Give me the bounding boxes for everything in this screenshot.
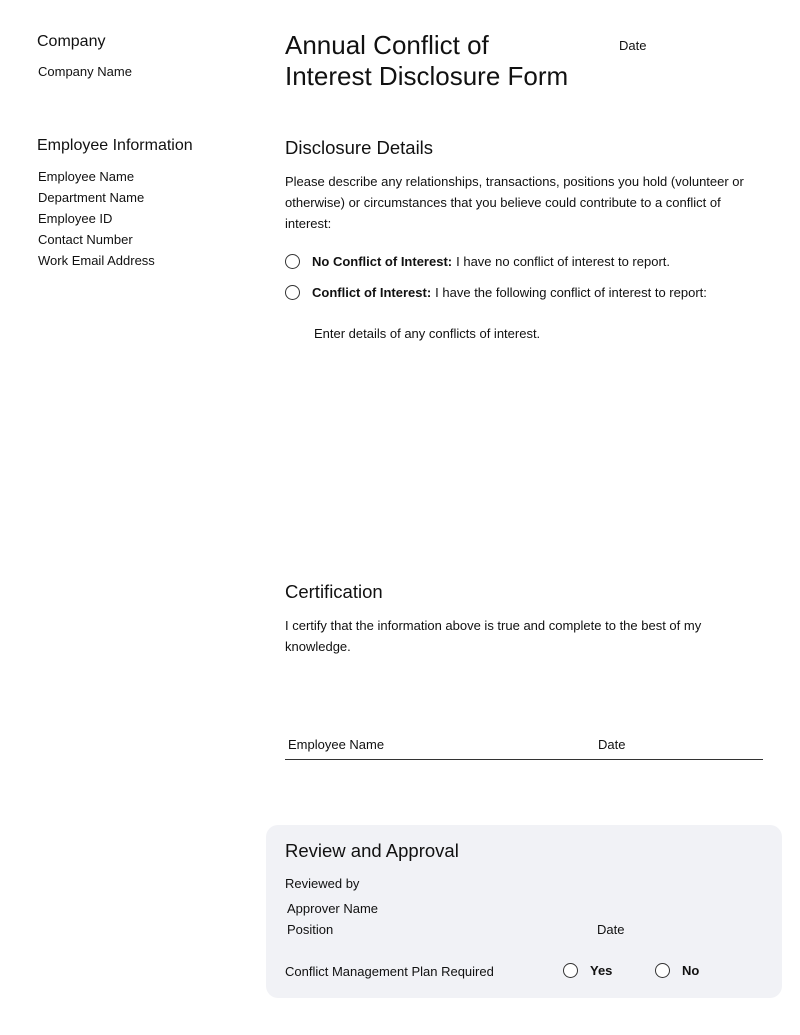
employee-id-field: Employee ID <box>38 211 113 226</box>
department-name-field: Department Name <box>38 190 145 205</box>
company-name: Company Name <box>38 64 132 79</box>
no-conflict-radio[interactable] <box>285 254 300 269</box>
title-line-2: Interest Disclosure Form <box>285 61 569 91</box>
employee-info-list <box>38 166 155 271</box>
plan-yes-option[interactable] <box>563 963 612 978</box>
work-email-field: Work Email Address <box>38 253 155 268</box>
no-conflict-option[interactable] <box>285 254 670 269</box>
contact-number-field: Contact Number <box>38 232 133 247</box>
plan-yes-label: Yes <box>590 963 613 978</box>
conflict-radio[interactable] <box>285 285 300 300</box>
disclosure-heading: Disclosure Details <box>285 137 434 158</box>
signature-employee-name[interactable]: Employee Name <box>288 737 385 752</box>
plan-yes-radio[interactable] <box>563 963 578 978</box>
page-title <box>285 30 615 92</box>
review-heading: Review and Approval <box>285 840 459 861</box>
plan-required-label: Conflict Management Plan Required <box>285 964 494 979</box>
conflict-details-field[interactable]: Enter details of any conflicts of interest. <box>314 326 541 341</box>
plan-no-radio[interactable] <box>655 963 670 978</box>
certification-heading: Certification <box>285 581 383 602</box>
disclosure-instructions: Please describe any relationships, transactions, positions you hold (volunteer or otherwise) or circumstances that you believe could contribute to a conflict of interest: <box>285 174 744 231</box>
plan-no-label: No <box>682 963 700 978</box>
conflict-text: I have the following conflict of interest to report: <box>435 285 707 300</box>
no-conflict-label: No Conflict of Interest: <box>312 254 453 269</box>
certification-statement: I certify that the information above is true and complete to the best of my knowledge. <box>285 618 702 654</box>
employee-info-heading: Employee Information <box>37 137 193 154</box>
conflict-label: Conflict of Interest: <box>312 285 432 300</box>
signature-date[interactable]: Date <box>598 737 626 752</box>
company-heading: Company <box>37 33 106 50</box>
form-date: Date <box>619 38 647 53</box>
approver-name-field[interactable]: Approver Name <box>287 901 379 916</box>
employee-name-field: Employee Name <box>38 169 135 184</box>
review-date-field[interactable]: Date <box>597 922 625 937</box>
conflict-option[interactable] <box>285 285 707 300</box>
signature-line <box>285 759 763 760</box>
approver-position-field[interactable]: Position <box>287 922 334 937</box>
title-line-1: Annual Conflict of <box>285 30 489 60</box>
no-conflict-text: I have no conflict of interest to report. <box>456 254 670 269</box>
reviewed-by-label: Reviewed by <box>285 876 360 891</box>
plan-no-option[interactable] <box>655 963 699 978</box>
